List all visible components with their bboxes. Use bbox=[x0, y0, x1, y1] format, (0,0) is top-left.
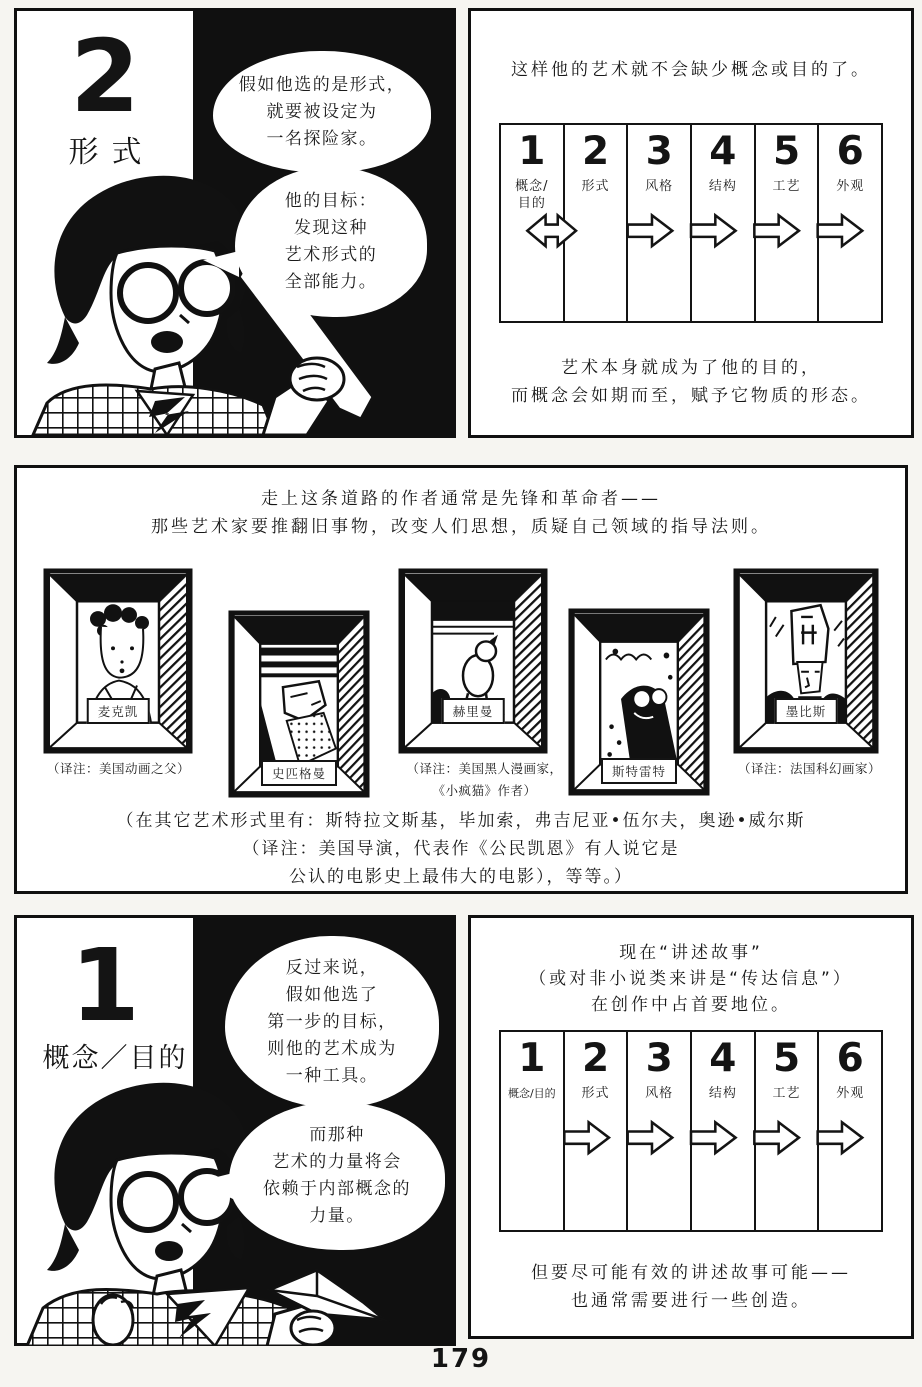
translator-note-herriman bbox=[377, 758, 592, 802]
speech-line: 假如他选的是形式， bbox=[238, 74, 406, 95]
pioneers-footer-line: （在其它艺术形式里有：斯特拉文斯基，毕加索，弗吉尼亚•伍尔夫，奥逊•威尔斯 bbox=[116, 811, 806, 831]
speech-line: 假如他选了 bbox=[285, 984, 379, 1005]
step-label: 外观 bbox=[836, 1086, 865, 1101]
portrait-name-plate: 史匹格曼 bbox=[261, 760, 337, 786]
panel-idea bbox=[14, 915, 456, 1346]
sequence-step-4 bbox=[692, 1032, 756, 1230]
speech-line: 一名探险家。 bbox=[266, 128, 378, 149]
step-number: 5 bbox=[772, 129, 801, 174]
portrait-name-plate: 赫里曼 bbox=[442, 698, 505, 724]
speech-line: 反过来说， bbox=[285, 957, 379, 978]
step-label: 风格 bbox=[645, 1086, 674, 1101]
sequence-step-6 bbox=[819, 1032, 881, 1230]
sequence-step-1 bbox=[501, 1032, 565, 1230]
speech-bubble-bottom bbox=[235, 167, 427, 317]
step-number-2: 2 bbox=[70, 18, 140, 135]
sequence-footer-line: 艺术本身就成为了他的目的， bbox=[561, 358, 821, 378]
translator-note-mccay: （译注：美国动画之父） bbox=[46, 761, 190, 776]
sequence-header-line: 现在“讲述故事” bbox=[619, 943, 763, 963]
speech-bubble-top bbox=[213, 51, 431, 173]
sequence-step-5 bbox=[756, 1032, 820, 1230]
pioneers-header-line: 那些艺术家要推翻旧事物，改变人们思想，质疑自己领域的指导法则。 bbox=[151, 517, 771, 537]
sequence-step-2 bbox=[565, 1032, 629, 1230]
translator-note-moebius: （译注：法国科幻画家） bbox=[737, 761, 881, 776]
sequence-header-line: 在创作中占首要地位。 bbox=[591, 995, 791, 1015]
step-number: 6 bbox=[836, 129, 864, 174]
speech-line: 他的目标： bbox=[284, 191, 378, 211]
portrait-name-plate: 斯特雷特 bbox=[601, 758, 677, 784]
panel-form-sequence bbox=[468, 8, 914, 438]
speech-line: 第一步的目标， bbox=[267, 1011, 397, 1032]
speech-line: 艺术形式的 bbox=[284, 245, 378, 265]
speech-tail bbox=[197, 1173, 233, 1199]
speech-line: 而那种 bbox=[309, 1125, 365, 1145]
translator-note-line: （译注：美国黑人漫画家， bbox=[406, 761, 563, 776]
step-label: 结构 bbox=[708, 1086, 737, 1101]
step-number: 3 bbox=[645, 129, 673, 174]
sequence-footer-line: 而概念会如期而至，赋予它物质的形态。 bbox=[511, 386, 871, 406]
portrait-frame-mccay bbox=[43, 568, 193, 754]
pioneers-footer-line: （译注：美国导演，代表作《公民凯恩》有人说它是 bbox=[242, 839, 680, 859]
sequence-step-3 bbox=[628, 1032, 692, 1230]
sequence-footer-line: 但要尽可能有效的讲述故事可能—— bbox=[531, 1263, 851, 1283]
step-number: 4 bbox=[709, 1036, 737, 1081]
sequence-header-line: （或对非小说类来讲是“传达信息”） bbox=[529, 969, 853, 989]
step-label: 结构 bbox=[708, 179, 737, 194]
step-number: 4 bbox=[709, 129, 737, 174]
pioneers-header-line: 走上这条道路的作者通常是先锋和革命者—— bbox=[261, 489, 661, 509]
sequence-caption: 这样他的艺术就不会缺少概念或目的了。 bbox=[511, 60, 871, 80]
panel-form bbox=[14, 8, 456, 438]
step-label: 概念/ bbox=[515, 179, 549, 194]
speech-line: 发现这种 bbox=[294, 218, 368, 238]
sequence-step-5 bbox=[756, 125, 820, 321]
speech-line: 艺术的力量将会 bbox=[272, 1152, 402, 1172]
six-step-sequence-box bbox=[499, 123, 883, 323]
step-number-1: 1 bbox=[70, 927, 140, 1044]
speech-line: 一种工具。 bbox=[285, 1065, 379, 1086]
portrait-frame-spiegelman bbox=[228, 610, 370, 798]
speech-line: 就要被设定为 bbox=[266, 101, 378, 122]
step-number: 2 bbox=[581, 1036, 610, 1081]
speech-tail bbox=[203, 251, 239, 277]
step-label: 工艺 bbox=[772, 1086, 801, 1101]
step-label: 外观 bbox=[836, 179, 865, 194]
step-number: 1 bbox=[518, 1036, 546, 1081]
six-step-sequence-box bbox=[499, 1030, 883, 1232]
step-number: 5 bbox=[772, 1036, 801, 1081]
step-label: 形式 bbox=[581, 1086, 610, 1101]
portrait-frame-moebius bbox=[733, 568, 879, 754]
speech-bubble-bottom bbox=[229, 1102, 445, 1250]
portrait-herriman bbox=[398, 568, 548, 754]
step-title-idea: 概念／目的 bbox=[42, 1043, 188, 1074]
panel-idea-sequence bbox=[468, 915, 914, 1339]
panel-pioneers bbox=[14, 465, 908, 894]
pioneers-footer-line: 公认的电影史上最伟大的电影），等等。） bbox=[289, 867, 633, 887]
speech-line: 全部能力。 bbox=[284, 272, 378, 292]
sequence-step-6 bbox=[819, 125, 881, 321]
step-number: 1 bbox=[518, 129, 546, 174]
translator-note-line: 《小疯猫》作者） bbox=[432, 783, 537, 798]
speech-line: 则他的艺术成为 bbox=[267, 1038, 397, 1059]
step-number: 6 bbox=[836, 1036, 864, 1081]
sequence-step-4 bbox=[692, 125, 756, 321]
sequence-footer-line: 也通常需要进行一些创造。 bbox=[571, 1291, 811, 1311]
step-label: 形式 bbox=[581, 179, 610, 194]
portrait-moebius bbox=[733, 568, 879, 754]
page-number: 179 bbox=[430, 1344, 492, 1374]
step-number: 2 bbox=[581, 129, 610, 174]
glasses-left-lens bbox=[120, 265, 176, 321]
step-number: 3 bbox=[645, 1036, 673, 1081]
speech-line: 力量。 bbox=[309, 1206, 365, 1226]
sequence-step-2 bbox=[565, 125, 629, 321]
speech-line: 依赖于内部概念的 bbox=[263, 1179, 411, 1199]
step-label: 工艺 bbox=[772, 179, 801, 194]
sequence-step-3 bbox=[628, 125, 692, 321]
step-label: 风格 bbox=[645, 179, 674, 194]
step-label: 目的 bbox=[517, 196, 546, 211]
step-label: 概念/目的 bbox=[507, 1087, 556, 1100]
portrait-frame-herriman bbox=[398, 568, 548, 754]
glasses-left-lens bbox=[120, 1174, 176, 1230]
portrait-name-plate: 麦克凯 bbox=[87, 698, 150, 724]
speech-bubble-top bbox=[225, 936, 439, 1108]
portrait-name-plate: 墨比斯 bbox=[775, 698, 838, 724]
step-title-form: 形式 bbox=[68, 135, 155, 170]
sequence-step-1 bbox=[501, 125, 565, 321]
portrait-mccay bbox=[43, 568, 193, 754]
